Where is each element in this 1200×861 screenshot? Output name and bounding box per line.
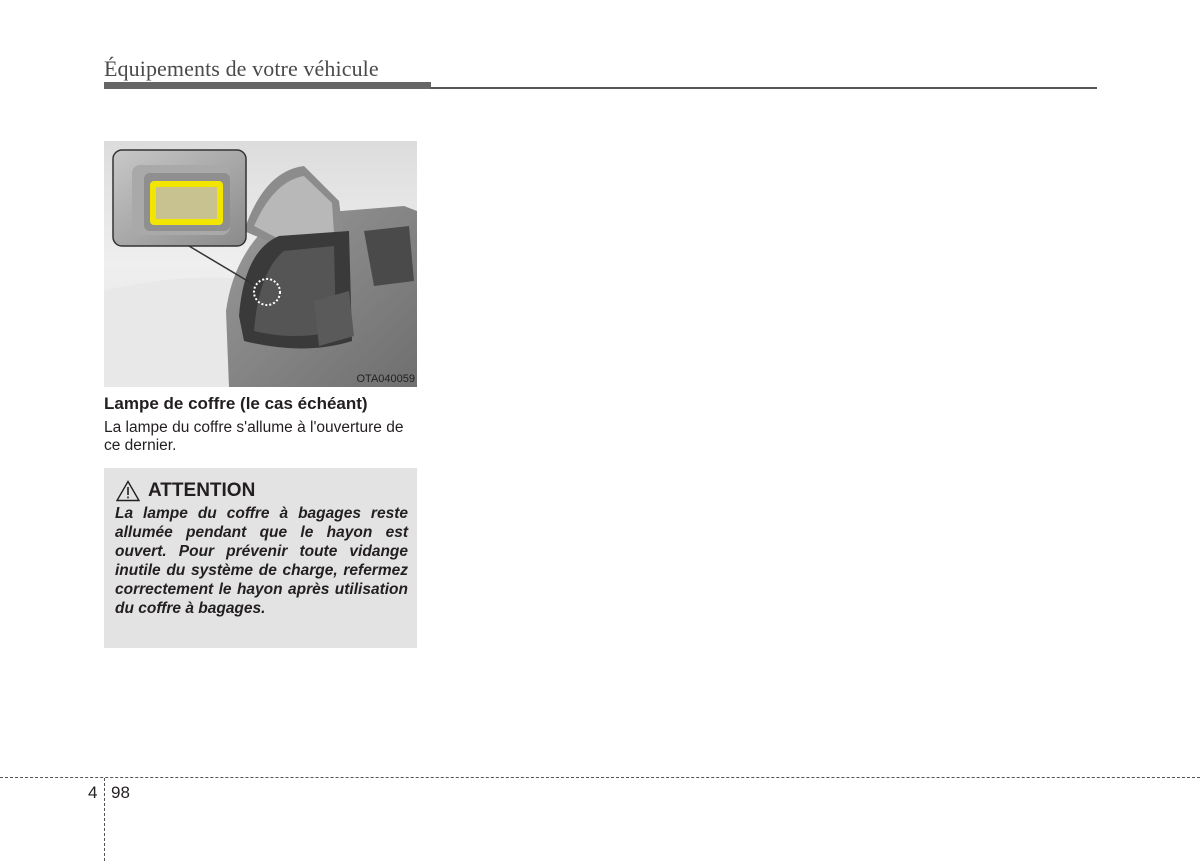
chapter-number: 4 (88, 783, 98, 802)
attention-box (104, 468, 417, 648)
header-rule-thin (431, 87, 1097, 89)
trunk-lamp-illustration (104, 141, 417, 387)
warning-triangle-icon (116, 480, 140, 502)
attention-heading (116, 480, 255, 502)
figure-code: OTA040059 (356, 373, 415, 385)
footer-rule (0, 777, 1200, 778)
header-rule-thick (104, 82, 431, 89)
header-title: Équipements de votre véhicule (104, 56, 379, 81)
attention-text: La lampe du coffre à bagages reste allumée pendant que le hayon est ouvert. Pour prévenir toute vidange inutile du système de charge, refermez correctement le hayon après utilisation du coffre à bagages. (115, 505, 408, 617)
attention-title: ATTENTION (148, 480, 256, 501)
section-heading: Lampe de coffre (le cas échéant) (104, 394, 368, 413)
car-trunk-drawing (104, 141, 417, 387)
section-body: La lampe du coffre s'allume à l'ouverture de ce dernier. (104, 419, 404, 454)
footer-vertical-rule (104, 778, 105, 861)
page-number: 98 (111, 783, 130, 802)
